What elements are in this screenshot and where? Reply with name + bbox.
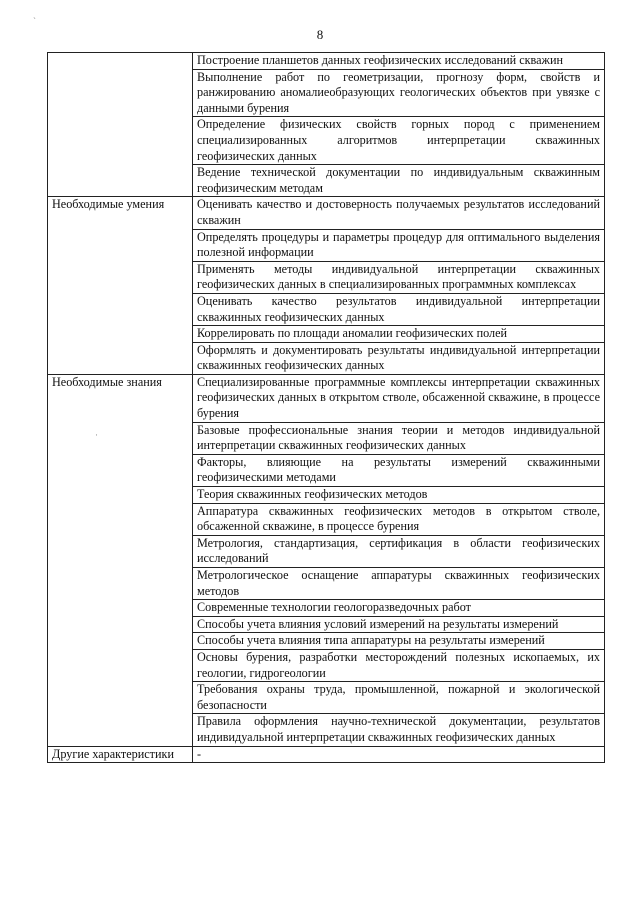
table-cell: Современные технологии геологоразведочных работ [193, 600, 605, 617]
table-cell: Аппаратура скважинных геофизических методов в открытом стволе, обсаженной скважине, в процессе бурения [193, 503, 605, 535]
table-cell: Специализированные программные комплексы интерпретации скважинных геофизических данных в открытом стволе, обсаженной скважине, в процессе бурения [193, 374, 605, 422]
table-cell: Метрология, стандартизация, сертификация в области геофизических исследований [193, 535, 605, 567]
table-cell: Способы учета влияния типа аппаратуры на результаты измерений [193, 633, 605, 650]
table-cell: Выполнение работ по геометризации, прогнозу форм, свойств и ранжированию аномалиеобразующих геологических объектов при увязке с данными бурения [193, 69, 605, 117]
table-cell: Определять процедуры и параметры процедур для оптимального выделения полезной информации [193, 229, 605, 261]
table-cell: Оценивать качество и достоверность получаемых результатов исследований скважин [193, 197, 605, 229]
table-row [48, 53, 605, 70]
row-label [48, 53, 193, 197]
table-cell: Требования охраны труда, промышленной, пожарной и экологической безопасности [193, 682, 605, 714]
table-cell: Оценивать качество результатов индивидуальной интерпретации скважинных геофизических данных [193, 293, 605, 325]
table-cell: Построение планшетов данных геофизических исследований скважин [193, 53, 605, 70]
table-cell: Базовые профессиональные знания теории и методов индивидуальной интерпретации скважинных геофизических данных [193, 422, 605, 454]
table-cell: Способы учета влияния условий измерений на результаты измерений [193, 616, 605, 633]
table-cell: Определение физических свойств горных пород с применением специализированных алгоритмов интерпретации скважинных геофизических данных [193, 117, 605, 165]
row-label-knowledge: Необходимые знания [48, 374, 193, 746]
table-cell: Коррелировать по площади аномалии геофизических полей [193, 326, 605, 343]
table-cell: - [193, 746, 605, 763]
table-cell: Основы бурения, разработки месторождений полезных ископаемых, их геологии, гидрогеологии [193, 649, 605, 681]
table-cell: Правила оформления научно-технической документации, результатов индивидуальной интерпретации скважинных геофизических данных [193, 714, 605, 746]
table-row [48, 374, 605, 422]
scan-speck: ` [33, 16, 36, 26]
row-label-skills: Необходимые умения [48, 197, 193, 375]
table-row [48, 746, 605, 763]
row-label-other: Другие характеристики [48, 746, 193, 763]
table-cell: Теория скважинных геофизических методов [193, 487, 605, 504]
table-cell: Метрологическое оснащение аппаратуры скважинных геофизических методов [193, 568, 605, 600]
table-cell: Оформлять и документировать результаты индивидуальной интерпретации скважинных геофизических данных [193, 342, 605, 374]
scan-speck: · [95, 430, 98, 440]
table-cell: Ведение технической документации по индивидуальным скважинным геофизическим методам [193, 165, 605, 197]
requirements-table [47, 52, 605, 763]
table-cell: Факторы, влияющие на результаты измерений скважинными геофизическими методами [193, 454, 605, 486]
table-cell: Применять методы индивидуальной интерпретации скважинных геофизических данных в специализированных программных комплексах [193, 261, 605, 293]
table-row [48, 197, 605, 229]
page-number: 8 [316, 27, 324, 42]
